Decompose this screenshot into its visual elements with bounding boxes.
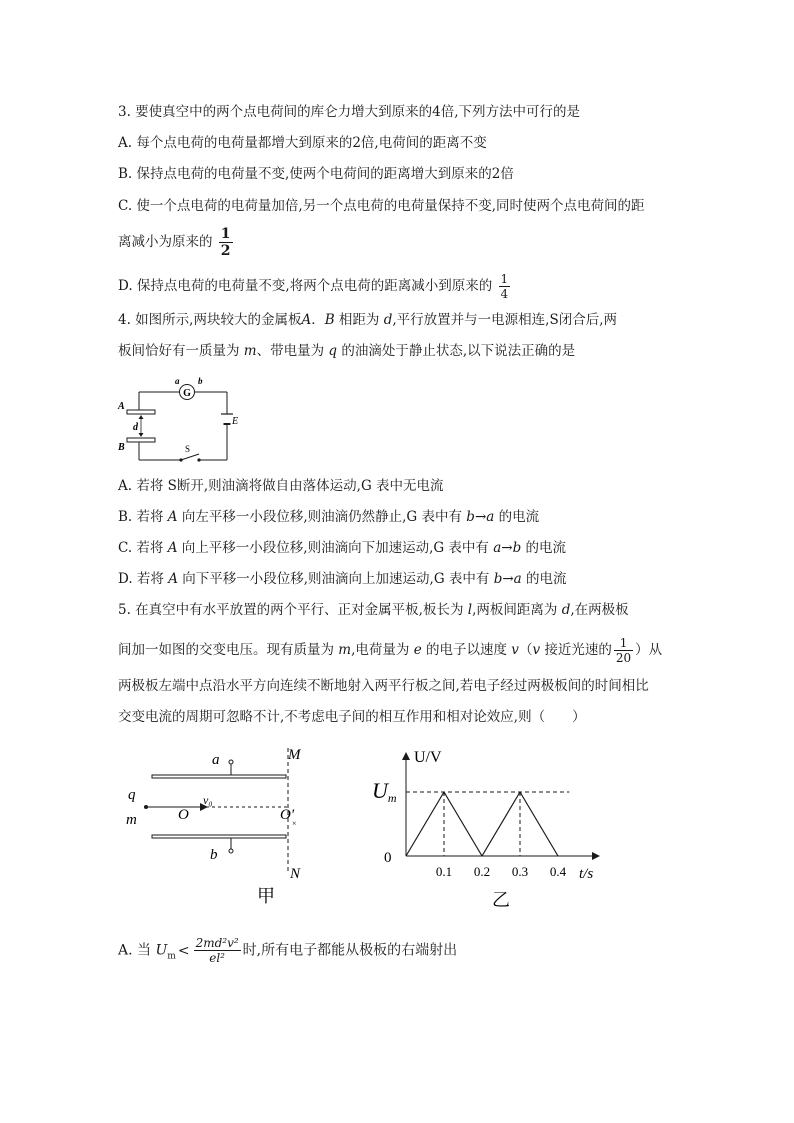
label-plate-b: B [118,442,125,453]
q5-figure-yi-chart [372,742,612,914]
q3-option-c-line1: C. 使一个点电荷的电荷量加倍,另一个点电荷的电荷量保持不变,同时使两个点电荷间的距 [118,198,645,214]
x-tick-label: 0.3 [511,864,529,879]
q4-stem-text: 板间恰好有一质量为 [118,343,244,359]
q5-figure-jia [118,742,318,912]
q5-fraction [614,636,633,665]
option-text: C. 若将 [118,540,168,556]
x-tick-label: 0.2 [473,864,491,879]
q4-stem-text: 4. 如图所示,两块较大的金属板 [118,312,302,328]
y-axis-label: U/V [414,749,442,766]
less-than: < [177,942,190,959]
fraction-numerator: 1 [500,272,509,286]
var-u-subscript: m [167,951,176,962]
label-q: q [128,787,136,803]
q5-stem-line3: 两极板左端中点沿水平方向连续不断地射入两平行板之间,若电子经过两极板间的时间相比 [118,678,649,694]
label-m: m [126,812,137,828]
caption-jia: 甲 [257,886,275,906]
stem-text: 接近光速的 [540,642,612,658]
option-text: 向上平移一小段位移,则油滴向下加速运动,G 表中有 [177,540,494,556]
q5-stem-line2 [118,636,662,665]
current-direction: b→a [466,509,495,525]
var-d: d [561,602,571,618]
plate-var: A [168,571,178,587]
q3-option-c-fraction [219,226,233,259]
option-text: 向左平移一小段位移,则油滴仍然静止,G 表中有 [177,509,467,525]
fraction-denominator: 20 [615,651,632,665]
series-segment [520,792,558,856]
label-m-screen: M [288,747,301,763]
q4-stem-text: 、带电量为 [256,343,329,359]
var-l: l [467,602,473,618]
option-text: 的电流 [494,509,540,525]
x-axis-label: t/s [579,866,594,882]
label-b: b [198,376,203,386]
x-axis-arrow-icon [592,852,600,860]
label-o-prime: O′ [280,807,295,823]
q3-option-d [118,272,512,301]
series-segment [406,792,444,856]
label-d: d [133,422,138,433]
x-tick-label: 0.4 [549,864,567,879]
plate-var: A [167,540,178,556]
caption-yi: 乙 [492,890,510,910]
um-subscript: m [387,791,397,805]
var-v: v [511,642,519,658]
label-b: b [210,847,218,863]
stem-text: 间加一如图的交变电压。现有质量为 [118,642,339,658]
stem-text: ,电荷量为 [351,642,414,658]
q3-stem: 3. 要使真空中的两个点电荷间的库仑力增大到原来的4倍,下列方法中可行的是 [118,104,581,120]
q5-option-a-fraction [194,936,241,965]
fraction-numerator: 1 [220,226,231,242]
q4-distance-d: d [383,312,393,328]
option-text: 的电流 [521,571,567,587]
option-text: 的电流 [521,540,567,556]
option-text: A. 当 [118,942,156,959]
q3-option-d-text: D. 保持点电荷的电荷量不变,将两个点电荷的距离减小到原来的 [118,278,493,294]
plate-var: A [167,509,178,525]
q4-stem-text: 相距为 [334,312,384,328]
q5-option-a [118,936,457,966]
q5-stem-line4: 交变电流的周期可忽略不计,不考虑电子间的相互作用和相对论效应,则（ ） [118,709,586,725]
plate-a [127,410,155,414]
label-a: a [212,752,220,768]
label-v0: v₀ [203,793,213,807]
label-e: E [232,416,239,427]
var-v: v [532,642,541,658]
q4-option-c [118,538,566,558]
stem-text: 5. 在真空中有水平放置的两个平行、正对金属平板,板长为 [118,602,468,618]
q3-option-d-fraction [499,272,511,301]
q3-option-a: A. 每个点电荷的电荷量都增大到原来的2倍,电荷间的距离不变 [118,135,487,151]
var-e: e [413,642,422,658]
upper-plate [152,775,286,778]
fraction-denominator: el² [209,951,225,965]
current-direction: a→b [493,540,522,556]
chart-marks [406,792,569,879]
q4-mass-m: m [243,343,257,359]
var-u: U [155,942,168,959]
q4-stem-line2 [118,341,575,361]
cross-mark-icon: × [292,819,297,828]
q4-circuit-diagram [115,374,245,466]
fraction-denominator: 2 [220,243,231,259]
fraction-denominator: 4 [500,287,509,301]
q4-stem-text: 的油滴处于静止状态,以下说法正确的是 [337,343,576,359]
label-a: a [175,376,180,386]
q3-option-c-line2 [118,226,235,259]
q4-separator: ． [311,312,325,328]
q4-plate-a: A [301,312,312,328]
label-s: S [185,444,191,454]
label-g: G [183,388,191,399]
label-plate-a: A [118,401,125,412]
fraction-numerator: 1 [614,636,633,651]
stem-text: 的电子以速度 [421,642,512,658]
q4-option-b [118,507,539,527]
um-letter: U [372,778,388,803]
y-axis-arrow-icon [402,752,410,760]
label-n-screen: N [290,866,301,882]
q4-stem-text: ,平行放置并与一电源相连,S闭合后,两 [392,312,618,328]
lower-plate [152,835,286,838]
q3-option-b: B. 保持点电荷的电荷量不变,使两个电荷间的距离增大到原来的2倍 [118,166,514,182]
var-m: m [338,642,352,658]
option-text: 时,所有电子都能从极板的右端射出 [242,942,458,959]
q4-charge-q: q [328,343,338,359]
plate-b [127,438,155,442]
option-text: 向下平移一小段位移,则油滴向上加速运动,G 表中有 [177,571,494,587]
fraction-numerator: 2md²v² [195,936,239,950]
q4-stem-line1 [118,310,617,330]
option-text: D. 若将 [118,571,169,587]
stem-text: （ [518,642,533,658]
series-segment [482,792,520,856]
stem-text: ,在两极板 [570,602,629,618]
q4-plate-b: B [324,312,335,328]
q3-option-c-text: 离减小为原来的 [118,234,213,250]
q4-option-a: A. 若将 S断开,则油滴将做自由落体运动,G 表中无电流 [118,478,444,494]
x-tick-label: 0.1 [435,864,453,879]
stem-text: ）从 [635,642,663,658]
series-segment [444,792,482,856]
stem-text: ,两板间距离为 [472,602,562,618]
um-label [372,778,397,805]
label-o: O [178,807,189,823]
q4-option-d [118,569,567,589]
current-direction: b→a [493,571,522,587]
q5-stem-line1 [118,600,629,620]
option-text: B. 若将 [118,509,168,525]
origin-label: 0 [384,850,392,866]
